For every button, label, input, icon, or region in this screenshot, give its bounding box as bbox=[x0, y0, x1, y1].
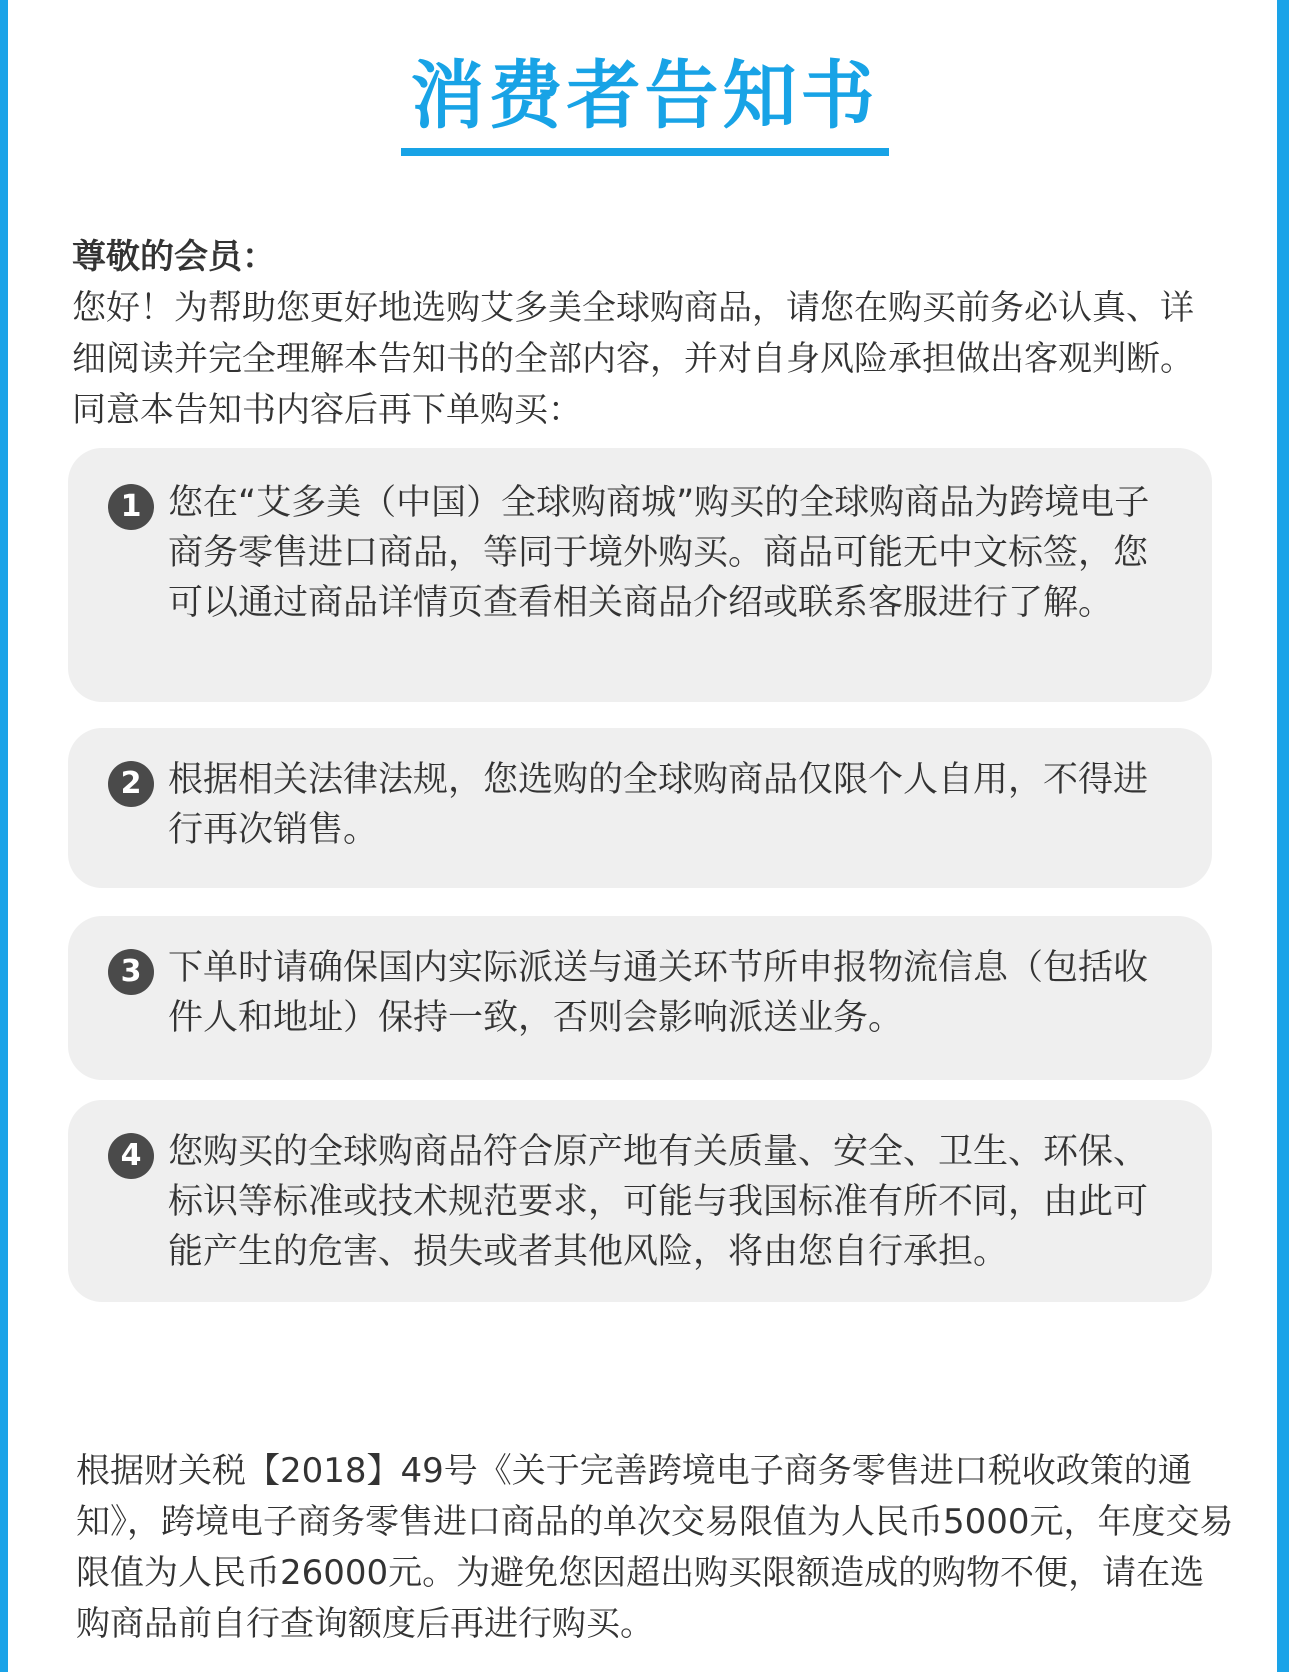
notice-text-1: 您在“艾多美（中国）全球购商城”购买的全球购商品为跨境电子商务零售进口商品，等同于境外购买。商品可能无中文标签，您可以通过商品详情页查看相关商品介绍或联系客服进行了解。 bbox=[168, 483, 1150, 623]
notice-text-2: 根据相关法律法规，您选购的全球购商品仅限个人自用，不得进行再次销售。 bbox=[168, 760, 1149, 850]
page-title: 消费者告知书 bbox=[401, 52, 889, 156]
number-badge-4: 4 bbox=[108, 1133, 154, 1179]
number-badge-2: 2 bbox=[108, 761, 154, 807]
notice-card-3 bbox=[68, 916, 1212, 1080]
salutation: 尊敬的会员： bbox=[72, 237, 276, 277]
title-wrapper bbox=[0, 52, 1289, 156]
tax-policy-note: 根据财关税【2018】49号《关于完善跨境电子商务零售进口税收政策的通知》，跨境电子商务零售进口商品的单次交易限值为人民币5000元，年度交易限值为人民币26000元。为避免您因超出购买限额造成的购物不便，请在选购商品前自行查询额度后再进行购买。 bbox=[76, 1451, 1234, 1644]
notice-text-3: 下单时请确保国内实际派送与通关环节所申报物流信息（包括收件人和地址）保持一致，否则会影响派送业务。 bbox=[168, 948, 1149, 1038]
notice-text-4: 您购买的全球购商品符合原产地有关质量、安全、卫生、环保、标识等标准或技术规范要求，可能与我国标准有所不同，由此可能产生的危害、损失或者其他风险，将由您自行承担。 bbox=[168, 1132, 1149, 1272]
notice-card-2 bbox=[68, 728, 1212, 888]
number-badge-1: 1 bbox=[108, 484, 154, 530]
notice-card-4 bbox=[68, 1100, 1212, 1302]
right-border bbox=[1277, 0, 1289, 1672]
notice-card-1 bbox=[68, 448, 1212, 702]
intro-body: 您好！为帮助您更好地选购艾多美全球购商品，请您在购买前务必认真、详细阅读并完全理解本告知书的全部内容，并对自身风险承担做出客观判断。同意本告知书内容后再下单购买： bbox=[72, 288, 1194, 430]
left-border bbox=[0, 0, 8, 1672]
number-badge-3: 3 bbox=[108, 949, 154, 995]
intro-section bbox=[72, 232, 1212, 436]
